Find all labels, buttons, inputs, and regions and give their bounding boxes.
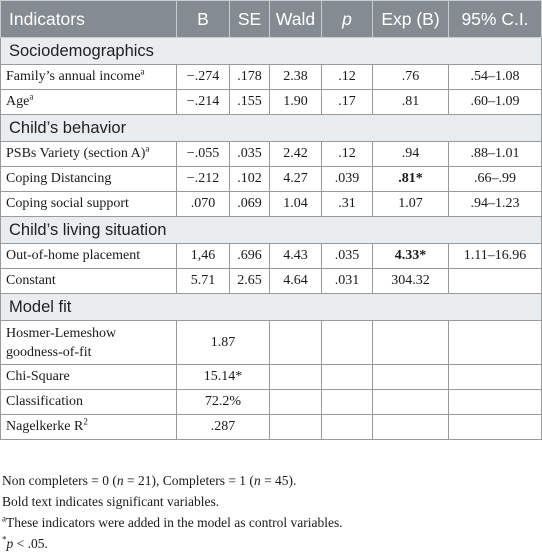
model-fit-value: 15.14* xyxy=(177,365,270,390)
cell-wald: 2.42 xyxy=(270,142,322,167)
section-title: Child’s living situation xyxy=(1,217,542,244)
cell-b: −.214 xyxy=(177,90,230,115)
cell-b: 5.71 xyxy=(177,269,230,294)
cell-b: −.055 xyxy=(177,142,230,167)
section-header xyxy=(1,217,542,244)
table-row xyxy=(1,244,542,269)
footnote-marker: a xyxy=(145,143,150,154)
row-label: Nagelkerke $R^2$ xyxy=(1,415,177,440)
empty-cell xyxy=(449,390,542,415)
cell-wald: 1.90 xyxy=(270,90,322,115)
row-label: PSBs Variety (section A)$^a$ xyxy=(1,142,177,167)
cell-exp-b: 1.07 xyxy=(373,192,449,217)
empty-cell xyxy=(373,415,449,440)
header-b: B xyxy=(177,1,230,38)
cell-se: .035 xyxy=(230,142,270,167)
model-fit-value: .287 xyxy=(177,415,270,440)
cell-wald: 4.27 xyxy=(270,167,322,192)
table-row xyxy=(1,167,542,192)
cell-wald: 4.64 xyxy=(270,269,322,294)
cell-p: .031 xyxy=(322,269,373,294)
header-p: p xyxy=(322,1,373,38)
table-row xyxy=(1,142,542,167)
cell-ci xyxy=(449,269,542,294)
cell-wald: 4.43 xyxy=(270,244,322,269)
header-wald: Wald xyxy=(270,1,322,38)
section-header xyxy=(1,38,542,65)
cell-exp-b-significant: .81* xyxy=(373,167,449,192)
section-title: Child’s behavior xyxy=(1,115,542,142)
model-fit-value: 72.2% xyxy=(177,390,270,415)
empty-cell xyxy=(270,321,322,365)
cell-p: .12 xyxy=(322,65,373,90)
row-label: Out-of-home placement xyxy=(1,244,177,269)
cell-ci: .88–1.01 xyxy=(449,142,542,167)
cell-b: .070 xyxy=(177,192,230,217)
cell-ci: .60–1.09 xyxy=(449,90,542,115)
cell-b: 1,46 xyxy=(177,244,230,269)
cell-exp-b: .76 xyxy=(373,65,449,90)
cell-se: 2.65 xyxy=(230,269,270,294)
row-label: Coping Distancing xyxy=(1,167,177,192)
note-control-variables: $^a$These indicators were added in the model as control variables. xyxy=(2,513,343,530)
cell-b: −.274 xyxy=(177,65,230,90)
row-label: Coping social support xyxy=(1,192,177,217)
empty-cell xyxy=(373,321,449,365)
note-bold: Bold text indicates significant variables. xyxy=(2,494,220,509)
cell-p: .12 xyxy=(322,142,373,167)
table-row xyxy=(1,269,542,294)
cell-ci: 1.11–16.96 xyxy=(449,244,542,269)
row-label: Classification xyxy=(1,390,177,415)
header-se: SE xyxy=(230,1,270,38)
cell-b: −.212 xyxy=(177,167,230,192)
table-row xyxy=(1,415,542,440)
header-indicators: Indicators xyxy=(1,1,177,38)
cell-p: .035 xyxy=(322,244,373,269)
cell-se: .069 xyxy=(230,192,270,217)
cell-exp-b: 304.32 xyxy=(373,269,449,294)
table-row xyxy=(1,321,542,365)
cell-exp-b: .81 xyxy=(373,90,449,115)
empty-cell xyxy=(449,321,542,365)
section-header xyxy=(1,115,542,142)
cell-p: .17 xyxy=(322,90,373,115)
cell-se: .696 xyxy=(230,244,270,269)
empty-cell xyxy=(270,415,322,440)
cell-ci: .94–1.23 xyxy=(449,192,542,217)
table-row xyxy=(1,90,542,115)
empty-cell xyxy=(322,390,373,415)
row-label: Family’s annual income$^a$ xyxy=(1,65,177,90)
row-label: Hosmer-Lemeshow goodness-of-fit xyxy=(1,321,177,365)
cell-p: .31 xyxy=(322,192,373,217)
table-row xyxy=(1,192,542,217)
row-label: Constant xyxy=(1,269,177,294)
empty-cell xyxy=(322,321,373,365)
cell-wald: 2.38 xyxy=(270,65,322,90)
footnote-marker: a xyxy=(140,66,145,77)
empty-cell xyxy=(270,390,322,415)
row-label: Chi-Square xyxy=(1,365,177,390)
cell-p: .039 xyxy=(322,167,373,192)
header-row xyxy=(1,1,542,38)
cell-exp-b-significant: 4.33* xyxy=(373,244,449,269)
empty-cell xyxy=(322,415,373,440)
cell-ci: .54–1.08 xyxy=(449,65,542,90)
header-ci: 95% C.I. xyxy=(449,1,542,38)
cell-se: .178 xyxy=(230,65,270,90)
note-significance: *p < .05. xyxy=(2,534,48,551)
cell-wald: 1.04 xyxy=(270,192,322,217)
empty-cell xyxy=(322,365,373,390)
empty-cell xyxy=(449,415,542,440)
table-row xyxy=(1,390,542,415)
empty-cell xyxy=(373,365,449,390)
model-fit-value: 1.87 xyxy=(177,321,270,365)
note-sample-size: Non completers = 0 (n = 21), Completers = 1 (n = 45). xyxy=(2,473,297,488)
cell-se: .155 xyxy=(230,90,270,115)
superscript: 2 xyxy=(83,416,88,427)
header-exp-b: Exp (B) xyxy=(373,1,449,38)
empty-cell xyxy=(270,365,322,390)
cell-ci: .66–.99 xyxy=(449,167,542,192)
row-label: Age$^a$ xyxy=(1,90,177,115)
empty-cell xyxy=(449,365,542,390)
section-title: Model fit xyxy=(1,294,542,321)
section-title: Sociodemographics xyxy=(1,38,542,65)
section-header xyxy=(1,294,542,321)
table-notes xyxy=(2,470,343,554)
cell-se: .102 xyxy=(230,167,270,192)
table-row xyxy=(1,365,542,390)
table-row xyxy=(1,65,542,90)
footnote-marker: a xyxy=(29,91,34,102)
cell-exp-b: .94 xyxy=(373,142,449,167)
empty-cell xyxy=(373,390,449,415)
